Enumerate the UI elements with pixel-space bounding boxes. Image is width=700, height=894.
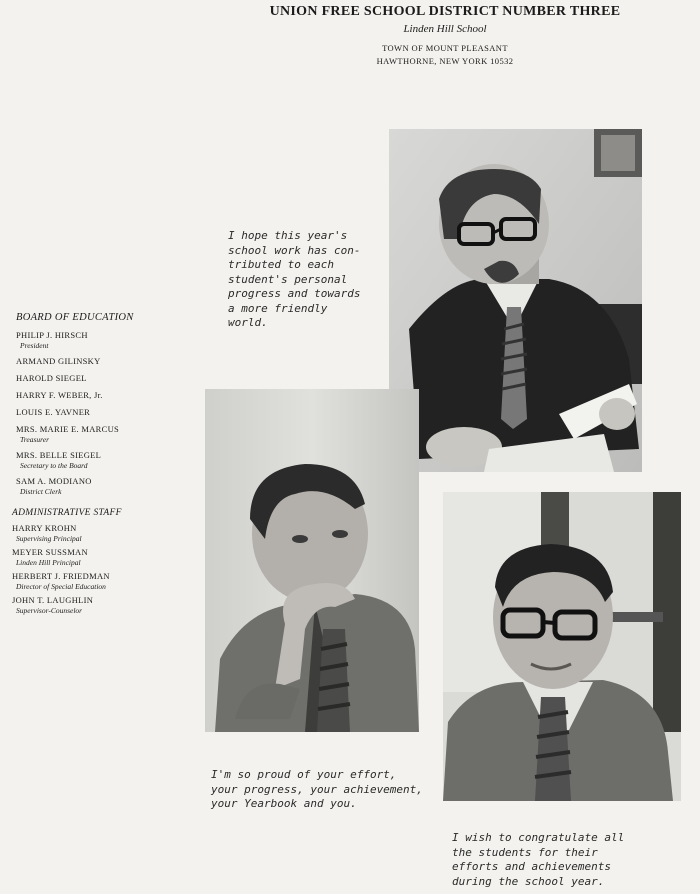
member-role: President [20,341,49,350]
portrait-photo-middle [205,389,419,732]
member-name: HARRY KROHN [12,523,77,533]
member-name: SAM A. MODIANO [16,476,92,486]
list-item [16,356,202,367]
member-name: MRS. BELLE SIEGEL [16,450,102,460]
list-item [12,595,202,615]
member-name: HAROLD SIEGEL [16,373,87,383]
quote-top: I hope this year's school work has con- tributed to each student's personal progress and towards a more friendly world. [228,229,361,329]
list-item [16,373,202,384]
member-name: LOUIS E. YAVNER [16,407,91,417]
member-role: Treasurer [20,435,50,444]
list-item [12,523,202,543]
member-name: JOHN T. LAUGHLIN [12,595,94,605]
list-item [16,450,202,470]
portrait-photo-top [389,129,642,472]
member-name: ARMAND GILINSKY [16,356,101,366]
member-name: HARRY F. WEBER, Jr. [16,390,103,400]
quote-middle: I'm so proud of your effort, your progress, your achievement, your Yearbook and you. [211,768,423,810]
member-role: Supervisor-Counselor [16,606,83,615]
list-item [16,424,202,444]
member-role: Secretary to the Board [20,461,88,470]
member-name: MEYER SUSSMAN [12,547,88,557]
list-item [16,407,202,418]
list-item [12,547,202,567]
list-item [16,330,202,350]
list-item [12,571,202,591]
member-role: Supervising Principal [16,534,82,543]
roster [12,312,202,619]
member-name: MRS. MARIE E. MARCUS [16,424,120,434]
board-heading: BOARD OF EDUCATION [16,312,134,323]
member-name: HERBERT J. FRIEDMAN [12,571,110,581]
letterhead [200,4,690,66]
member-role: District Clerk [20,487,62,496]
member-role: Director of Special Education [16,582,106,591]
staff-heading: ADMINISTRATIVE STAFF [12,508,122,518]
list-item [16,390,202,401]
staff-list [12,508,202,615]
district-title: UNION FREE SCHOOL DISTRICT NUMBER THREE [269,4,621,19]
board-list [12,330,202,496]
address-line: HAWTHORNE, NEW YORK 10532 [376,56,514,66]
school-name: Linden Hill School [403,23,487,35]
list-item [16,476,202,496]
portrait-photo-bottom [443,492,681,801]
quote-bottom: I wish to congratulate all the students for their efforts and achievements during the school year. [452,831,625,888]
member-role: Linden Hill Principal [16,558,81,567]
town-name: TOWN OF MOUNT PLEASANT [382,43,508,53]
member-name: PHILIP J. HIRSCH [16,330,88,340]
